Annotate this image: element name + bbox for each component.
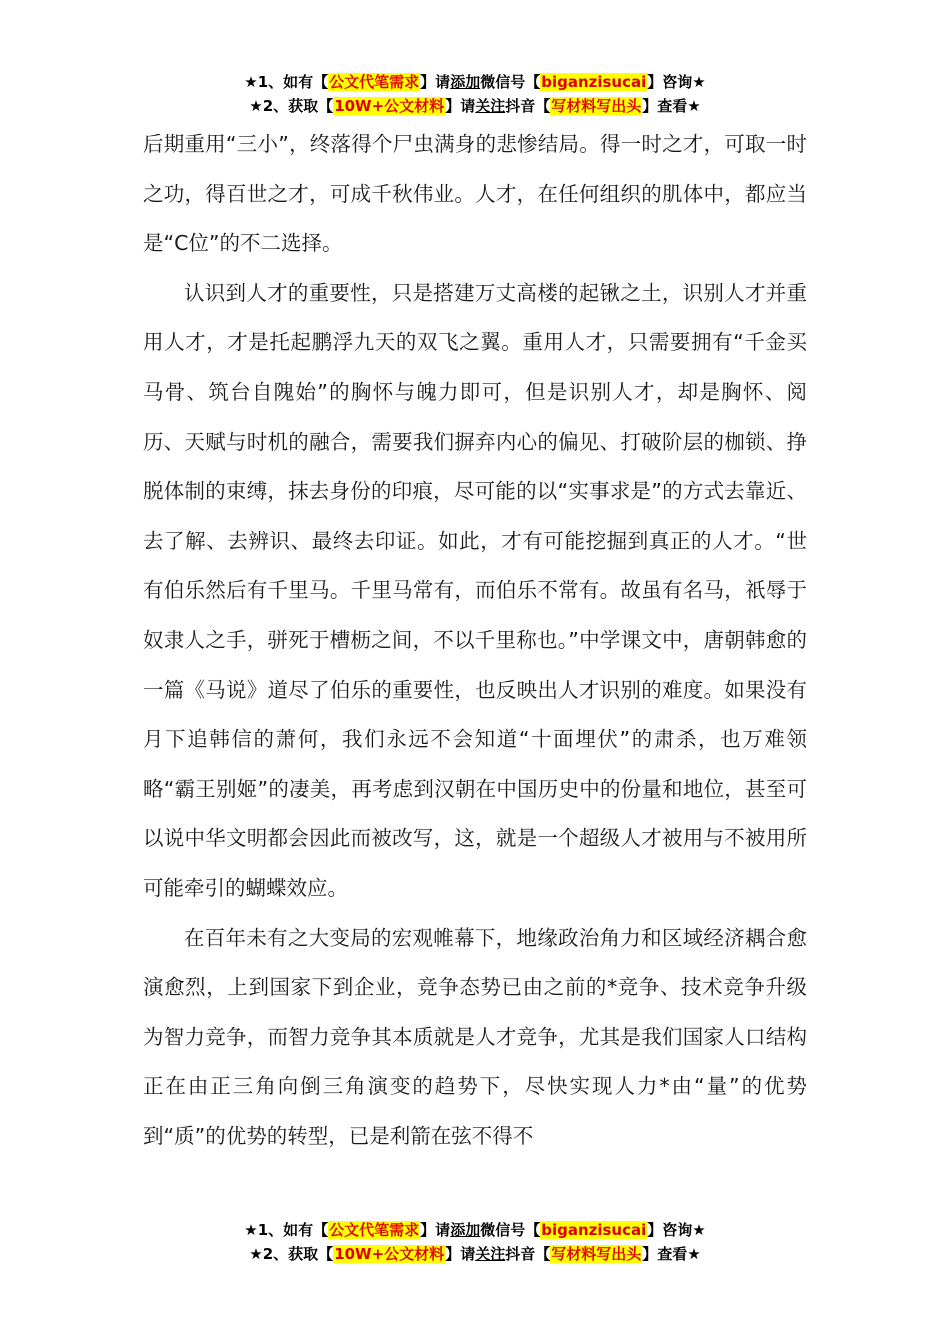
footer-banner xyxy=(0,1218,950,1266)
paragraph: 后期重用“三小”，终落得个尸虫满身的悲惨结局。得一时之才，可取一时之功，得百世之才，可成千秋伟业。人才，在任何组织的肌体中，都应当是“C位”的不二选择。 xyxy=(143,132,807,256)
banner-highlight: 写材料写出头 xyxy=(551,1245,642,1263)
banner-highlight: 10W+公文材料 xyxy=(334,1245,445,1263)
banner-text: ★2、获取【 xyxy=(249,97,334,115)
banner-text: 】请 xyxy=(420,73,451,91)
banner-line-1 xyxy=(0,70,950,94)
banner-text: 微信号【 xyxy=(480,73,541,91)
banner-text: 抖音【 xyxy=(505,1245,551,1263)
banner-underline: 添加 xyxy=(450,1221,481,1239)
banner-underline: 关注 xyxy=(475,97,506,115)
banner-highlight: 写材料写出头 xyxy=(551,97,642,115)
banner-text: 】查看★ xyxy=(642,97,701,115)
banner-text: 抖音【 xyxy=(505,97,551,115)
banner-text: 】请 xyxy=(420,1221,451,1239)
banner-text: ★1、如有【 xyxy=(244,1221,329,1239)
banner-highlight: biganzisucai xyxy=(541,73,647,91)
banner-underline: 添加 xyxy=(450,73,481,91)
banner-text: ★2、获取【 xyxy=(249,1245,334,1263)
banner-highlight: 公文代笔需求 xyxy=(329,73,420,91)
paragraph: 认识到人才的重要性，只是搭建万丈高楼的起锹之土，识别人才并重用人才，才是托起鹏浮九天的双飞之翼。重用人才，只需要拥有“千金买马骨、筑台自隗始”的胸怀与魄力即可，但是识别人才，却是胸怀、阅历、天赋与时机的融合，需要我们摒弃内心的偏见、打破阶层的枷锁、挣脱体制的束缚，抹去身份的印痕，尽可能的以“实事求是”的方式去靠近、去了解、去辨识、最终去印证。如此，才有可能挖掘到真正的人才。“世有伯乐然后有千里马。千里马常有，而伯乐不常有。故虽有名马，祇辱于奴隶人之手，骈死于槽枥之间，不以千里称也。”中学课文中，唐朝韩愈的一篇《马说》道尽了伯乐的重要性，也反映出人才识别的难度。如果没有月下追韩信的萧何，我们永远不会知道“十面埋伏”的肃杀，也万难领略“霸王别姬”的凄美，再考虑到汉朝在中国历史中的份量和地位，甚至可以说中华文明都会因此而被改写，这，就是一个超级人才被用与不被用所可能牵引的蝴蝶效应。 xyxy=(143,280,807,900)
banner-line-2 xyxy=(0,1242,950,1266)
banner-underline: 关注 xyxy=(475,1245,506,1263)
banner-highlight: 10W+公文材料 xyxy=(334,97,445,115)
banner-line-1 xyxy=(0,1218,950,1242)
banner-text: ★1、如有【 xyxy=(244,73,329,91)
banner-text: 】咨询★ xyxy=(647,73,706,91)
paragraph: 在百年未有之大变局的宏观帷幕下，地缘政治角力和区域经济耦合愈演愈烈，上到国家下到企业，竞争态势已由之前的*竞争、技术竞争升级为智力竞争，而智力竞争其本质就是人才竞争，尤其是我们国家人口结构正在由正三角向倒三角演变的趋势下，尽快实现人力*由“量”的优势到“质”的优势的转型，已是利箭在弦不得不 xyxy=(143,925,807,1148)
banner-highlight: 公文代笔需求 xyxy=(329,1221,420,1239)
document-body xyxy=(143,120,807,1161)
banner-text: 】请 xyxy=(445,97,476,115)
banner-text: 微信号【 xyxy=(480,1221,541,1239)
banner-highlight: biganzisucai xyxy=(541,1221,647,1239)
banner-line-2 xyxy=(0,94,950,118)
header-banner xyxy=(0,70,950,118)
banner-text: 】咨询★ xyxy=(647,1221,706,1239)
banner-text: 】请 xyxy=(445,1245,476,1263)
banner-text: 】查看★ xyxy=(642,1245,701,1263)
